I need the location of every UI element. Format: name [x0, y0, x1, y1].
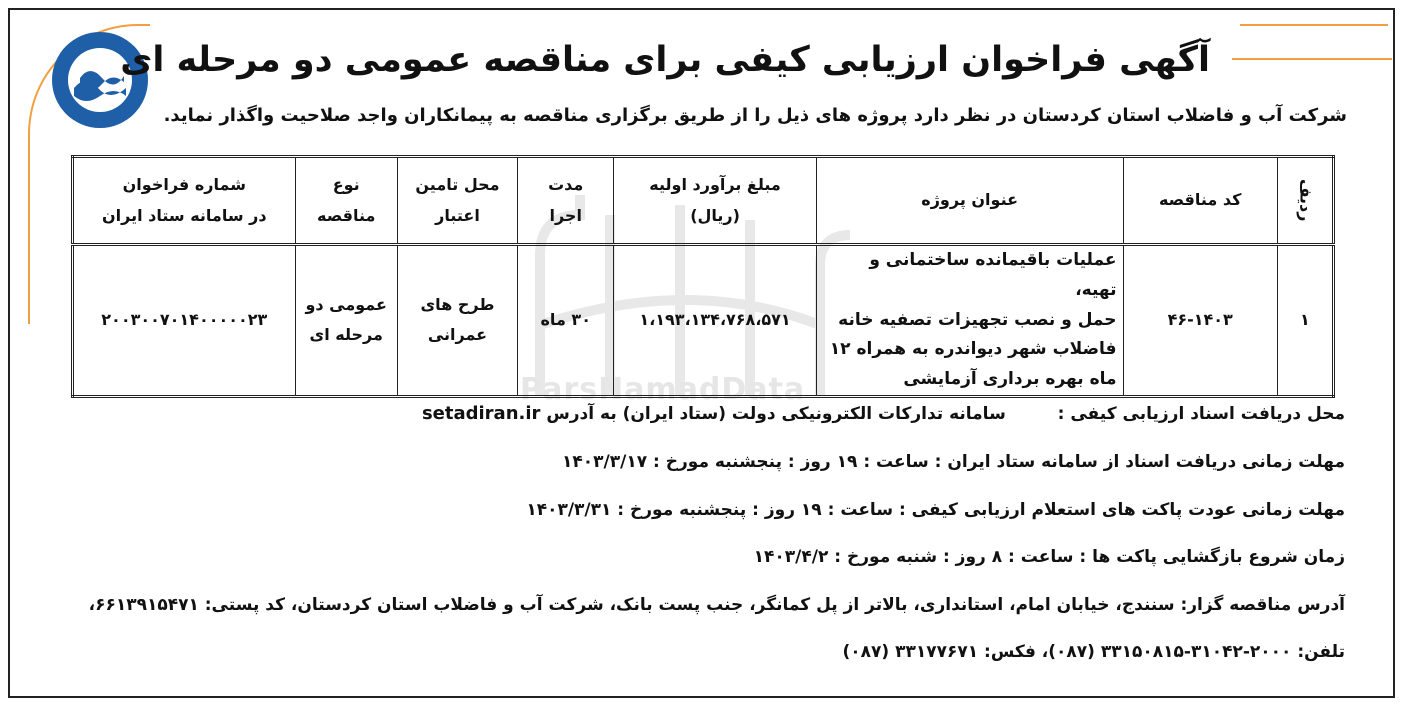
docs-place-url[interactable]: setadiran.ir: [421, 403, 541, 424]
docs-place-value: سامانه تدارکات الکترونیکی دولت (ستاد ایران) به آدرس: [546, 404, 1006, 424]
header-tender-type: نوع مناقصه: [295, 157, 397, 245]
cell-tender-code: ۴۶-۱۴۰۳: [1123, 245, 1277, 397]
cell-funding: طرح های عمرانی: [397, 245, 517, 397]
header-funding: محل تامین اعتبار: [397, 157, 517, 245]
header-project-title: عنوان پروژه: [816, 157, 1123, 245]
title-decor-line: [1232, 58, 1392, 60]
return-deadline-line: مهلت زمانی عودت پاکت های استعلام ارزیابی کیفی : ساعت : ۱۹ روز : پنجشنبه مورخ : ۱۴۰۳/۳/۳۱: [526, 500, 1345, 520]
docs-place-label: محل دریافت اسناد ارزیابی کیفی :: [1057, 404, 1345, 424]
page-title: آگهی فراخوان ارزیابی کیفی برای مناقصه عمومی دو مرحله ای: [120, 40, 1210, 80]
header-call-number: شماره فراخوان در سامانه ستاد ایران: [73, 157, 296, 245]
table-header-row: [73, 157, 1334, 245]
tender-table: [71, 155, 1335, 398]
address-line: آدرس مناقصه گزار: سنندج، خیابان امام، استانداری، بالاتر از پل کمانگر، جنب پست بانک، شرکت آب و فاضلاب استان کردستان، کد پستی: ۶۶۱۳۹۱۵۴۷۱،: [88, 595, 1345, 615]
docs-place-line: [422, 403, 1345, 424]
cell-call-number: ۲۰۰۳۰۰۷۰۱۴۰۰۰۰۰۲۳: [73, 245, 296, 397]
header-row-number: ردیف: [1277, 157, 1333, 245]
opening-time-line: زمان شروع بازگشایی پاکت ها : ساعت : ۸ روز : شنبه مورخ : ۱۴۰۳/۴/۲: [753, 547, 1345, 567]
intro-text: شرکت آب و فاضلاب استان کردستان در نظر دارد پروژه های ذیل را از طریق برگزاری مناقصه به پیمانکاران واجد صلاحیت واگذار نماید.: [163, 105, 1347, 126]
cell-row-number: ۱: [1277, 245, 1333, 397]
table-row: [73, 245, 1334, 397]
header-duration: مدت اجرا: [518, 157, 614, 245]
title-mask: [150, 16, 1240, 36]
header-tender-code: کد مناقصه: [1123, 157, 1277, 245]
cell-duration: ۳۰ ماه: [518, 245, 614, 397]
header-budget: مبلغ برآورد اولیه (ریال): [614, 157, 816, 245]
cell-budget: ۱،۱۹۳،۱۳۴،۷۶۸،۵۷۱: [614, 245, 816, 397]
cell-tender-type: عمومی دو مرحله ای: [295, 245, 397, 397]
docs-deadline-line: مهلت زمانی دریافت اسناد از سامانه ستاد ایران : ساعت : ۱۹ روز : پنجشنبه مورخ : ۱۴۰۳/۳/۱۷: [562, 452, 1345, 472]
cell-project-title: عملیات باقیمانده ساختمانی و تهیه، حمل و نصب تجهیزات تصفیه خانه فاضلاب شهر دیواندره به همراه ۱۲ ماه بهره برداری آزمایشی: [816, 245, 1123, 397]
watermark-text: ParsNamadData: [520, 372, 806, 407]
phone-line: تلفن: ۲۰۰۰-۳۱۰۴۲-۳۳۱۵۰۸۱۵ (۰۸۷)، فکس: ۳۳۱۷۷۶۷۱ (۰۸۷): [842, 642, 1345, 662]
